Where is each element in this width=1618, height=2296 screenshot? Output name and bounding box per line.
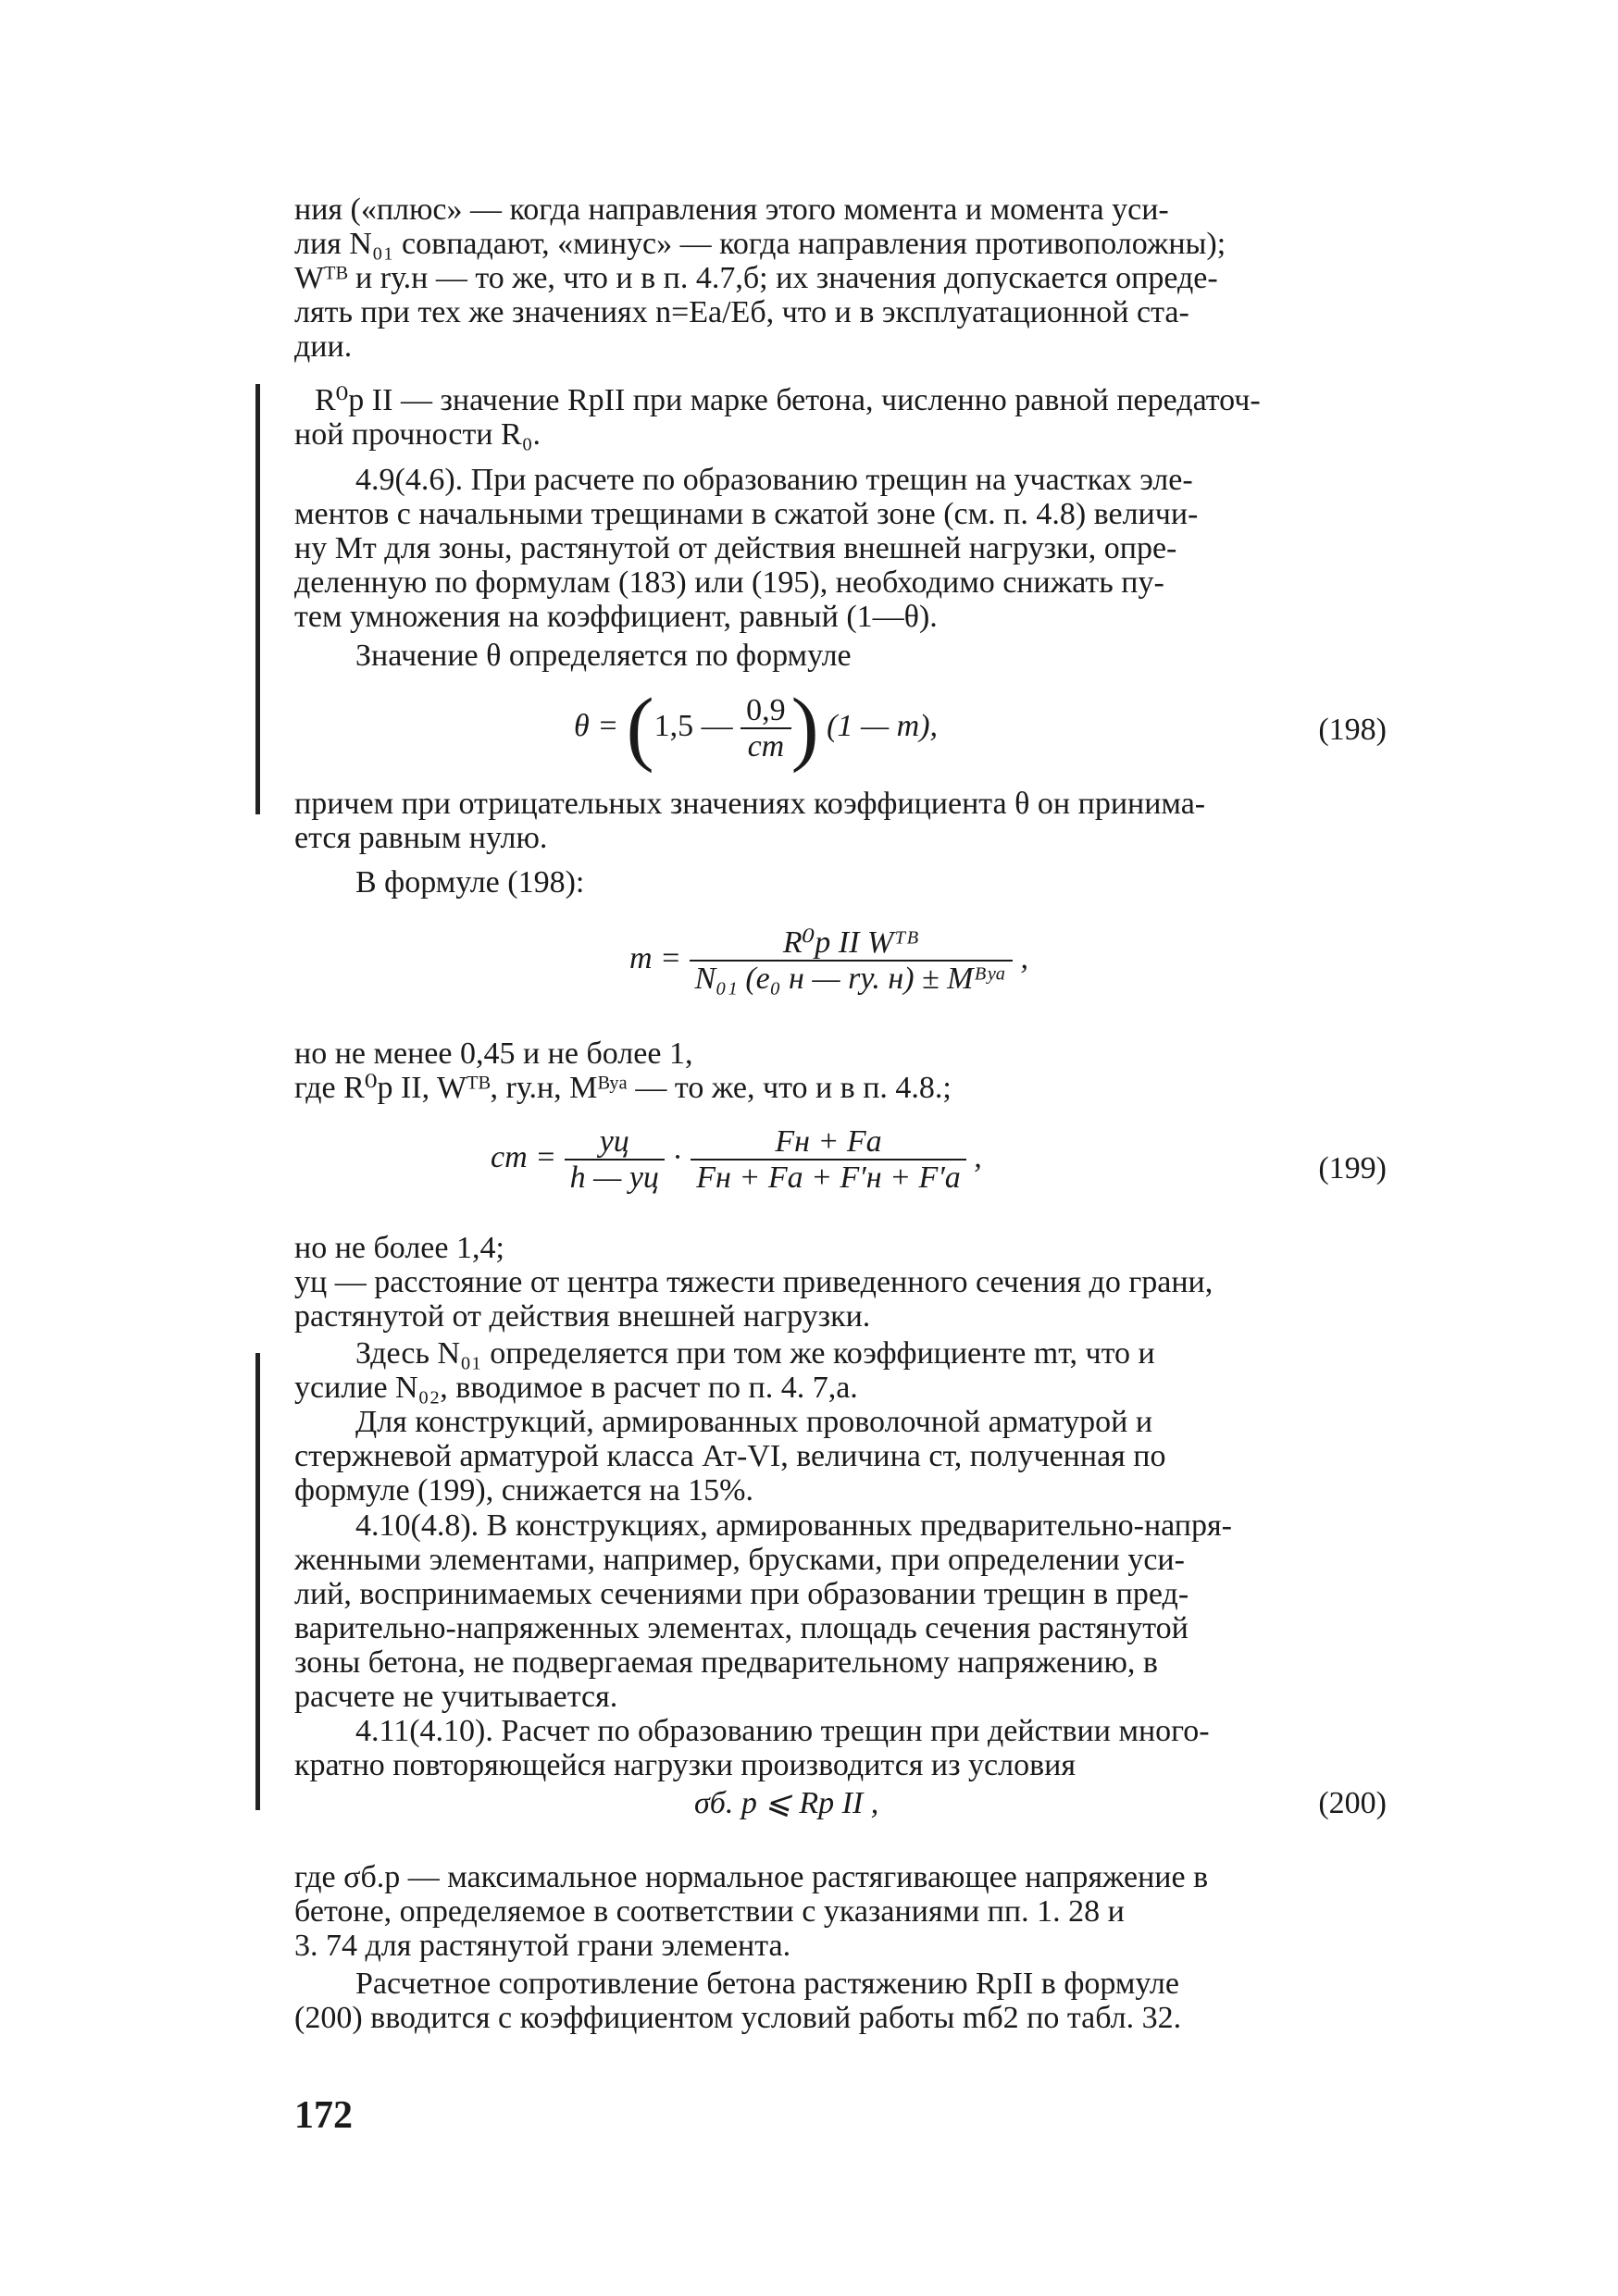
text-line: деленную по формулам (183) или (195), необходимо снижать пу- — [294, 565, 1164, 600]
text-line: 4.9(4.6). При расчете по образованию трещин на участках эле- — [355, 463, 1193, 497]
section-4-11 — [294, 1714, 1377, 1782]
fraction — [741, 693, 791, 763]
denominator: h — yц — [565, 1159, 665, 1195]
definition-rp2 — [294, 383, 1377, 452]
text-line: ну Mт для зоны, растянутой от действия внешней нагрузки, опре- — [294, 531, 1177, 565]
paragraph-continuation — [294, 192, 1377, 364]
text-line: усилие N₀₂, вводимое в расчет по п. 4. 7,а. — [294, 1371, 858, 1405]
eq-lhs: m = — [629, 940, 681, 975]
numerator: yц — [599, 1124, 629, 1159]
equation-198 — [574, 682, 939, 774]
revision-bar-1 — [255, 384, 260, 814]
text-line: Здесь N₀₁ определяется при том же коэффициенте mт, что и — [355, 1336, 1155, 1371]
text-line: лия N₀₁ совпадают, «минус» — когда направления противоположны); — [294, 227, 1226, 261]
text-line: но не менее 0,45 и не более 1, — [294, 1036, 693, 1071]
section-4-9 — [294, 463, 1377, 634]
right-paren: ) — [790, 682, 819, 774]
text-line: Wᵀᴮ и rу.н — то же, что и в п. 4.7,б; их значения допускается опреде- — [294, 261, 1218, 295]
revision-bar-2 — [255, 1353, 260, 1810]
eq-body: σб. р ⩽ Rр II , — [694, 1786, 879, 1820]
eq-lhs: θ = — [574, 708, 619, 743]
text-line: Значение θ определяется по формуле — [355, 639, 852, 673]
text-line: где σб.р — максимальное нормальное растягивающее напряжение в — [294, 1860, 1209, 1894]
text-line: 4.11(4.10). Расчет по образованию трещин при действии много- — [355, 1714, 1210, 1748]
equation-199 — [491, 1124, 982, 1195]
equation-200 — [694, 1786, 878, 1820]
numerator: Fн + Fа — [775, 1124, 882, 1159]
text-line: ния («плюс» — когда направления этого момента и момента уси- — [294, 192, 1169, 227]
text-line: зоны бетона, не подвергаемая предварительному напряжению, в — [294, 1645, 1158, 1680]
fraction — [690, 925, 1013, 996]
fraction — [691, 1124, 966, 1195]
equation-number: (199) — [1318, 1151, 1387, 1185]
theta-note — [294, 787, 1377, 855]
text-line: yц — расстояние от центра тяжести приведенного сечения до грани, — [294, 1265, 1214, 1299]
text-line: бетоне, определяемое в соответствии с указаниями пп. 1. 28 и — [294, 1894, 1125, 1929]
text-line: где R⁰р II, Wᵀᴮ, rу.н, Mᴮʸᵃ — то же, что и в п. 4.8.; — [294, 1071, 952, 1105]
text-line: R⁰р II — значение RpII при марке бетона, численно равной передаточ- — [315, 383, 1261, 417]
equation-number: (198) — [1318, 713, 1387, 747]
formula-intro — [294, 865, 1377, 900]
text-line: женными элементами, например, брусками, при определении уси- — [294, 1543, 1185, 1577]
eq-term: , — [1020, 940, 1028, 975]
text-line: дии. — [294, 329, 353, 364]
text-line: (200) вводится с коэффициентом условий работы mб2 по табл. 32. — [294, 2001, 1182, 2035]
wire-reinforcement-note — [294, 1405, 1377, 1508]
text-line: причем при отрицательных значениях коэффициента θ он принима- — [294, 787, 1206, 821]
left-paren: ( — [626, 682, 654, 774]
text-line: кратно повторяющейся нагрузки производится из условия — [294, 1748, 1076, 1782]
text-line: тем умножения на коэффициент, равный (1—θ). — [294, 600, 938, 634]
text-line: ной прочности R₀. — [294, 417, 541, 452]
text-line: лий, воспринимаемых сечениями при образовании трещин в пред- — [294, 1577, 1189, 1611]
eq-lhs: cт = — [491, 1139, 557, 1174]
multiply-sign: · — [672, 1139, 683, 1174]
text-line: стержневой арматурой класса Ат-VI, величина cт, полученная по — [294, 1439, 1166, 1473]
ct-constraints — [294, 1231, 1377, 1334]
m-constraints — [294, 1036, 1377, 1105]
text-line: лять при тех же значениях n=Eа/Eб, что и в эксплуатационной ста- — [294, 295, 1189, 329]
text-line: ется равным нулю. — [294, 821, 548, 855]
design-resistance-note — [294, 1967, 1377, 2035]
text-line: 4.10(4.8). В конструкциях, армированных предварительно-напря- — [355, 1508, 1232, 1543]
theta-intro — [294, 639, 1377, 673]
numerator: 0,9 — [746, 693, 786, 727]
section-4-10 — [294, 1508, 1377, 1714]
numerator: R⁰р II Wᵀᴮ — [782, 925, 919, 960]
text-line: В формуле (198): — [355, 865, 585, 900]
text-line: но не более 1,4; — [294, 1231, 504, 1265]
eq-term: 1,5 — — [653, 708, 733, 743]
text-line: формуле (199), снижается на 15%. — [294, 1473, 754, 1508]
equation-number: (200) — [1318, 1786, 1387, 1820]
text-line: Расчетное сопротивление бетона растяжению RpII в формуле — [355, 1967, 1179, 2001]
text-line: варительно-напряженных элементах, площадь сечения растянутой — [294, 1611, 1189, 1645]
fraction — [565, 1124, 665, 1195]
denominator: cт — [741, 727, 791, 763]
text-line: Для конструкций, армированных проволочной арматурой и — [355, 1405, 1153, 1439]
text-line: 3. 74 для растянутой грани элемента. — [294, 1929, 791, 1963]
denominator: Fн + Fа + F′н + F′а — [691, 1159, 966, 1195]
eq-term: , — [974, 1139, 982, 1174]
text-line: расчете не учитывается. — [294, 1680, 618, 1714]
n01-note — [294, 1336, 1377, 1405]
equation-m — [629, 925, 1028, 996]
text-line: ментов с начальными трещинами в сжатой зоне (см. п. 4.8) величи- — [294, 497, 1199, 531]
text-line: растянутой от действия внешней нагрузки. — [294, 1299, 871, 1334]
page-number: 172 — [294, 2094, 353, 2137]
denominator: N₀₁ (e₀ н — rу. н) ± Mᴮʸᵃ — [690, 960, 1013, 996]
eq-term: (1 — m), — [827, 708, 939, 743]
sigma-definition — [294, 1860, 1377, 1963]
